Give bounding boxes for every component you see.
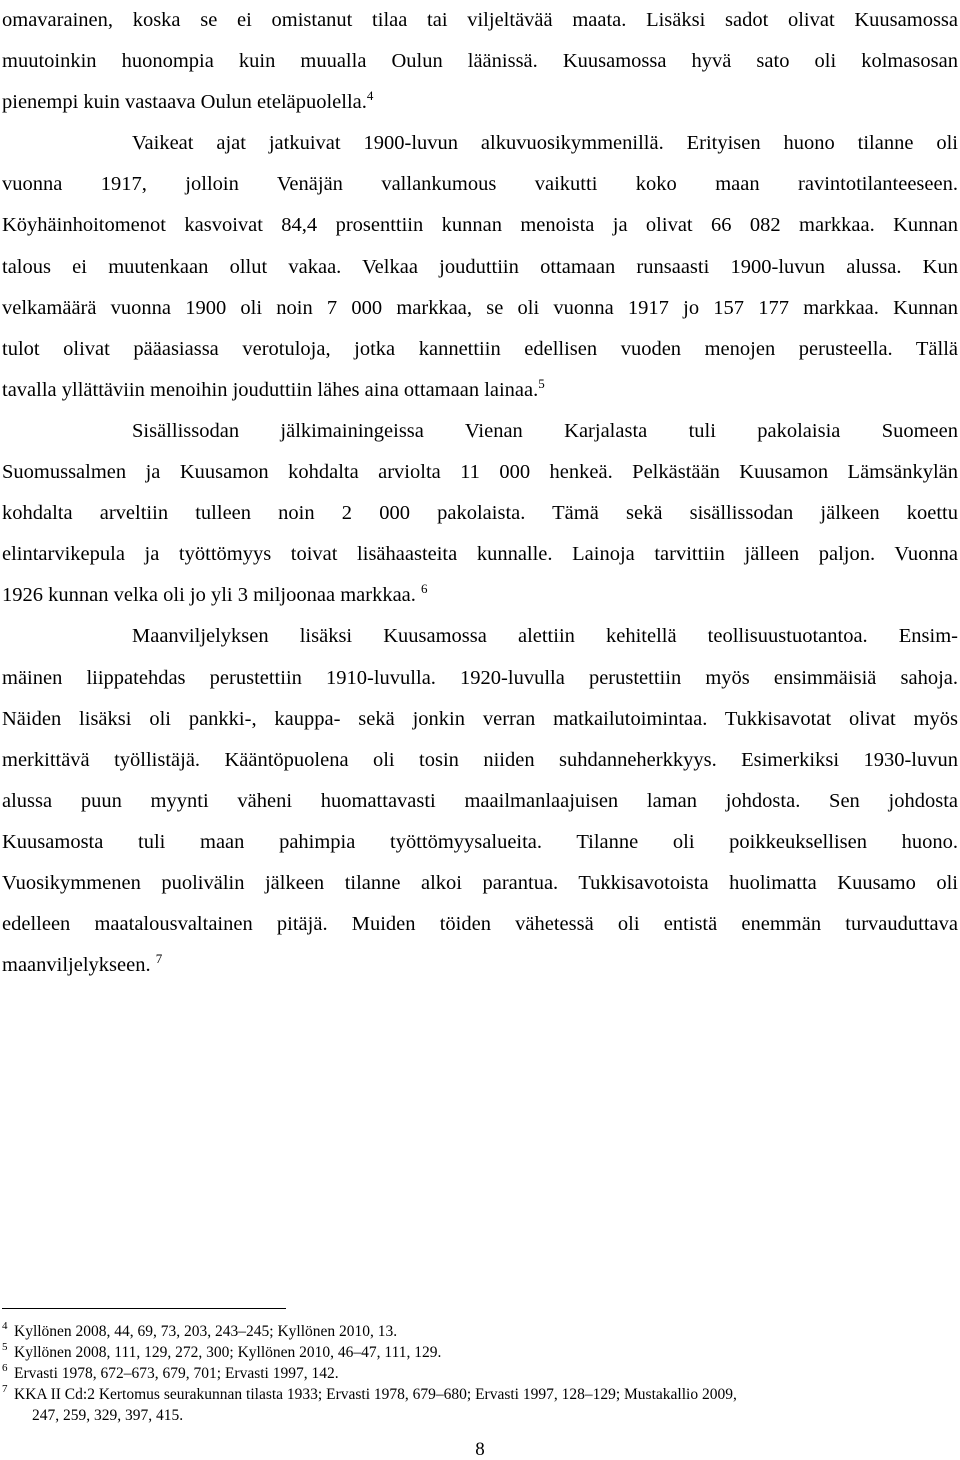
paragraph-4 bbox=[2, 616, 958, 986]
text-line: omavarainen, koska se ei omistanut tilaa tai viljeltävää maata. Lisäksi sadot olivat Kuusamossa bbox=[2, 9, 958, 31]
footnote bbox=[2, 1363, 958, 1384]
footnotes bbox=[2, 1321, 958, 1426]
footnote-text: KKA II Cd:2 Kertomus seurakunnan tilasta 1933; Ervasti 1978, 679–680; Ervasti 1997, 128–129; Mustakallio 2009, bbox=[14, 1386, 737, 1403]
page-number: 8 bbox=[475, 1439, 485, 1460]
text-line-content: 1926 kunnan velka oli jo yli 3 miljoonaa markkaa. bbox=[2, 584, 416, 607]
footnote-number: 6 bbox=[2, 1362, 8, 1374]
paragraph-3 bbox=[2, 411, 958, 616]
footnote-reference: 4 bbox=[366, 88, 374, 104]
text-line: mäinen liippatehdas perustettiin 1910-luvulla. 1920-luvulla perustettiin myös ensimmäisiä sahoja. bbox=[2, 666, 958, 689]
footnote-number: 7 bbox=[2, 1383, 8, 1395]
footnote bbox=[2, 1321, 958, 1342]
text-line: vuonna 1917, jolloin Venäjän vallankumous vaikutti koko maan ravintotilanteeseen. bbox=[2, 173, 958, 196]
footnote-reference: 5 bbox=[538, 375, 545, 391]
text-line bbox=[2, 945, 958, 986]
body-text bbox=[2, 0, 958, 986]
text-line: velkamäärä vuonna 1900 oli noin 7 000 markkaa, se oli vuonna 1917 jo 157 177 markkaa. Kunnan bbox=[2, 296, 958, 319]
text-line-content: pienempi kuin vastaava Oulun eteläpuolella. bbox=[2, 91, 367, 114]
text-line: talous ei muutenkaan ollut vakaa. Velkaa jouduttiin ottamaan runsaasti 1900-luvun alussa. Kun bbox=[2, 255, 958, 278]
text-line: alussa puun myynti väheni huomattavasti maailmanlaajuisen laman johdosta. Sen johdosta bbox=[2, 789, 958, 812]
text-line-content: tavalla yllättäviin menoihin jouduttiin lähes aina ottamaan lainaa. bbox=[2, 378, 539, 401]
text-line: edelleen maatalousvaltainen pitäjä. Muiden töiden vähetessä oli entistä enemmän turvauduttava bbox=[2, 913, 958, 936]
text-line: Suomussalmen ja Kuusamon kohdalta arviolta 11 000 henkeä. Pelkästään Kuusamon Lämsänkylän bbox=[2, 461, 958, 484]
text-line: Vuosikymmenen puolivälin jälkeen tilanne alkoi parantua. Tukkisavotoista huolimatta Kuusamo oli bbox=[2, 871, 958, 894]
paragraph-2 bbox=[2, 123, 958, 411]
text-line bbox=[2, 575, 958, 616]
text-line: Näiden lisäksi oli pankki-, kauppa- sekä jonkin verran matkailutoimintaa. Tukkisavotat olivat myös bbox=[2, 707, 958, 730]
footnote bbox=[2, 1342, 958, 1363]
text-line: Sisällissodan jälkimainingeissa Vienan Karjalasta tuli pakolaisia Suomeen bbox=[132, 419, 958, 442]
footnote-text: Ervasti 1978, 672–673, 679, 701; Ervasti 1997, 142. bbox=[14, 1365, 339, 1382]
footnote-text-continuation: 247, 259, 329, 397, 415. bbox=[32, 1407, 184, 1424]
footnote-text: Kyllönen 2008, 111, 129, 272, 300; Kyllönen 2010, 46–47, 111, 129. bbox=[14, 1344, 442, 1361]
text-line-content: maanviljelykseen. bbox=[2, 954, 151, 977]
footnote-separator bbox=[2, 1308, 286, 1309]
footnote-text: Kyllönen 2008, 44, 69, 73, 203, 243–245; Kyllönen 2010, 13. bbox=[14, 1323, 398, 1340]
text-line: kohdalta arveltiin tulleen noin 2 000 pakolaista. Tämä sekä sisällissodan jälkeen koettu bbox=[2, 502, 958, 525]
footnote-reference: 7 bbox=[155, 951, 163, 967]
text-line: merkittävä työllistäjä. Kääntöpuolena oli tosin niiden suhdanneherkkyys. Esimerkiksi 1930-luvun bbox=[2, 748, 958, 771]
text-line: muutoinkin huonompia kuin muualla Oulun läänissä. Kuusamossa hyvä sato oli kolmasosan bbox=[2, 50, 958, 73]
text-line bbox=[2, 82, 958, 123]
text-line: Vaikeat ajat jatkuivat 1900-luvun alkuvuosikymmenillä. Erityisen huono tilanne oli bbox=[132, 132, 958, 155]
footnote-number: 5 bbox=[2, 1341, 8, 1353]
footnote bbox=[2, 1384, 958, 1426]
text-line: elintarvikepula ja työttömyys toivat lisähaasteita kunnalle. Lainoja tarvittiin jälleen paljon. Vuonna bbox=[2, 543, 958, 566]
text-line: Köyhäinhoitomenot kasvoivat 84,4 prosenttiin kunnan menoista ja olivat 66 082 markkaa. Kunnan bbox=[2, 214, 958, 237]
paragraph-1 bbox=[2, 0, 958, 123]
text-line: tulot olivat pääasiassa verotuloja, jotka kannettiin edellisen vuoden menojen perusteella. Tällä bbox=[2, 337, 958, 360]
text-line: Maanviljelyksen lisäksi Kuusamossa alettiin kehitellä teollisuustuotantoa. Ensim- bbox=[132, 625, 958, 648]
footnote-number: 4 bbox=[2, 1320, 8, 1332]
text-line bbox=[2, 370, 958, 411]
footnote-reference: 6 bbox=[421, 581, 428, 597]
text-line: Kuusamosta tuli maan pahimpia työttömyysalueita. Tilanne oli poikkeuksellisen huono. bbox=[2, 830, 958, 853]
